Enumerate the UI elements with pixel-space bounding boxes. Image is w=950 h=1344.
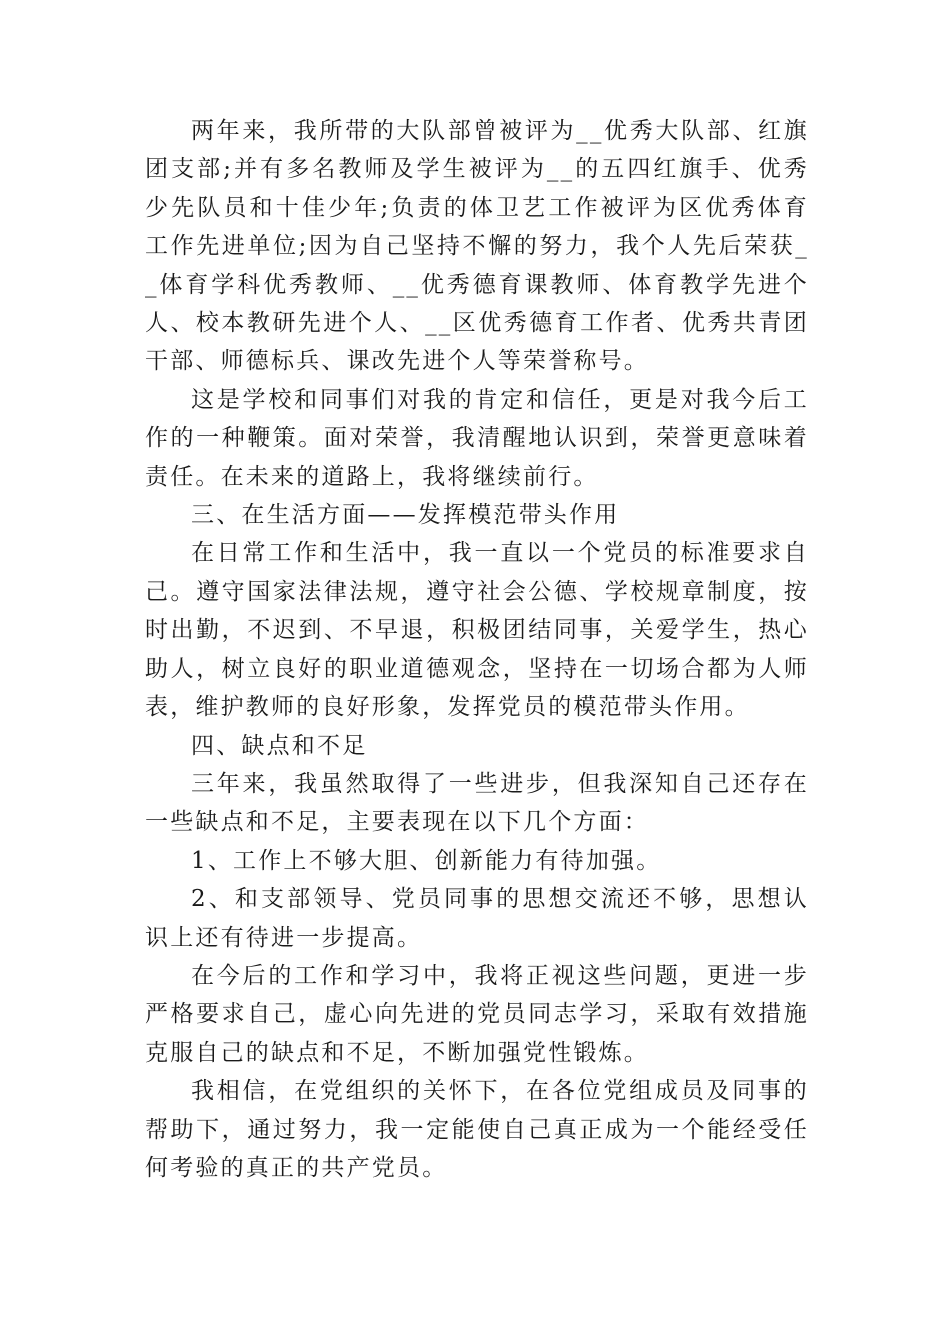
paragraph-motivation: 这是学校和同事们对我的肯定和信任，更是对我今后工作的一种鞭策。面对荣誉，我清醒地认识到，荣誉更意味着责任。在未来的道路上，我将继续前行。 <box>145 386 809 490</box>
paragraph-conclusion: 我相信，在党组织的关怀下，在各位党组成员及同事的帮助下，通过努力，我一定能使自己真正成为一个能经受任何考验的真正的共产党员。 <box>145 1078 809 1181</box>
document-page <box>145 112 809 1187</box>
paragraph-shortcomings-intro: 三年来，我虽然取得了一些进步，但我深知自己还存在一些缺点和不足，主要表现在以下几个方面： <box>145 770 809 836</box>
paragraph-honors: 两年来，我所带的大队部曾被评为__优秀大队部、红旗团支部;并有多名教师及学生被评为__的五四红旗手、优秀少先队员和十佳少年;负责的体卫艺工作被评为区优秀体育工作先进单位;因为自己坚持不懈的努力，我个人先后荣获__体育学科优秀教师、__优秀德育课教师、体育教学先进个人、校本教研先进个人、__区优秀德育工作者、优秀共青团干部、师德标兵、课改先进个人等荣誉称号。 <box>145 118 809 375</box>
paragraph-life-conduct: 在日常工作和生活中，我一直以一个党员的标准要求自己。遵守国家法律法规，遵守社会公德、学校规章制度，按时出勤，不迟到、不早退，积极团结同事，关爱学生，热心助人，树立良好的职业道德观念，坚持在一切场合都为人师表，维护教师的良好形象，发挥党员的模范带头作用。 <box>145 540 809 721</box>
section-heading-life: 三、在生活方面——发挥模范带头作用 <box>191 502 620 529</box>
list-item-shortcoming-1: 1、工作上不够大胆、创新能力有待加强。 <box>191 847 662 874</box>
section-heading-shortcomings: 四、缺点和不足 <box>191 732 368 759</box>
list-item-shortcoming-2: 2、和支部领导、党员同事的思想交流还不够，思想认识上还有待进一步提高。 <box>145 886 809 951</box>
paragraph-improvement: 在今后的工作和学习中，我将正视这些问题，更进一步严格要求自己，虚心向先进的党员同志学习，采取有效措施克服自己的缺点和不足，不断加强党性锻炼。 <box>145 962 809 1066</box>
